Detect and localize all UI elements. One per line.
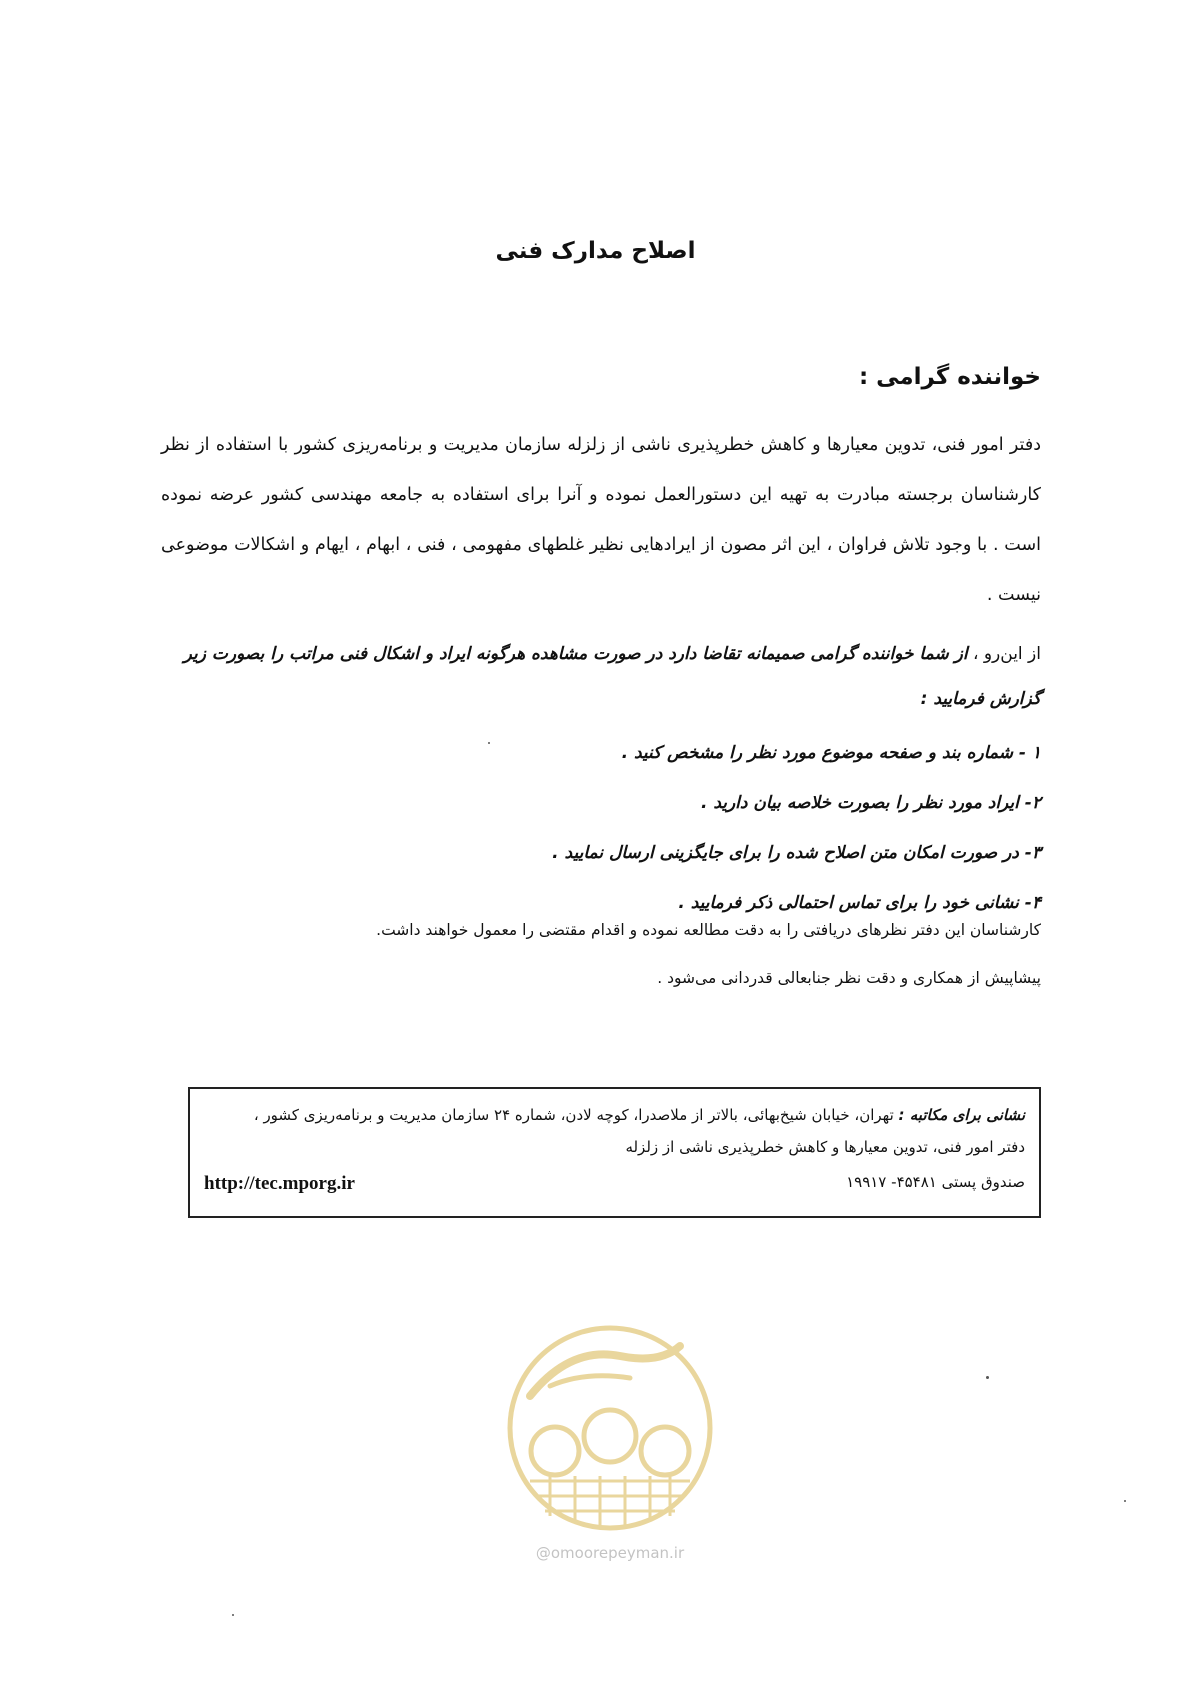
watermark-logo	[490, 1316, 730, 1576]
watermark-site: @omoorepeyman.ir	[535, 1544, 685, 1562]
closing-line-1: کارشناسان این دفتر نظرهای دریافتی را به دقت مطالعه نموده و اقدام مقتضی را معمول خواهند داشت.	[376, 921, 1041, 939]
list-item: ۲- ایراد مورد نظر را بصورت خلاصه بیان دارید .	[700, 793, 1041, 813]
closing-section	[161, 906, 1041, 1002]
request-text: از شما خواننده گرامی صمیمانه تقاضا دارد در صورت مشاهده هرگونه ایراد و اشکال فنی مراتب را بصورت زیر گزارش فرمایید :	[183, 644, 1041, 709]
website-link[interactable]: http://tec.mporg.ir	[204, 1173, 355, 1194]
postal-box: صندوق پستی ۴۵۴۸۱- ۱۹۹۱۷	[846, 1173, 1025, 1191]
report-items-list	[161, 728, 1041, 928]
scan-speck	[1124, 1500, 1126, 1502]
address-box	[188, 1087, 1041, 1218]
intro-paragraph: دفتر امور فنی، تدوین معیارها و کاهش خطرپذیری ناشی از زلزله سازمان مدیریت و برنامه‌ریزی کشور با استفاده از نظر کارشناسان برجسته مبادرت به تهیه این دستورالعمل نموده و آنرا برای استفاده به جامعه مهندسی کشور عرضه نموده است . با وجود تلاش فراوان ، این اثر مصون از ایرادهایی نظیر غلطهای مفهومی ، فنی ، ابهام ، ایهام و اشکالات موضوعی نیست .	[161, 435, 1041, 605]
address-value: تهران، خیابان شیخ‌بهائی، بالاتر از ملاصدرا، کوچه لادن، شماره ۲۴ سازمان مدیریت و برنامه‌ریزی کشور ، دفتر امور فنی، تدوین معیارها و کاهش خطرپذیری ناشی از زلزله	[253, 1106, 1025, 1156]
closing-line-2: پیشاپیش از همکاری و دقت نظر جنابعالی قدردانی می‌شود .	[657, 969, 1041, 987]
watermark-seal-icon	[490, 1316, 730, 1546]
request-lead: از این‌رو ،	[972, 644, 1041, 664]
list-item: ۴- نشانی خود را برای تماس احتمالی ذکر فرمایید .	[678, 893, 1041, 913]
request-paragraph	[161, 632, 1041, 722]
list-item: ۱ - شماره بند و صفحه موضوع مورد نظر را مشخص کنید .	[621, 743, 1041, 763]
scan-speck	[488, 742, 490, 744]
address-text	[225, 1099, 1025, 1163]
salutation: خواننده گرامی :	[858, 364, 1041, 390]
scan-speck	[232, 1614, 234, 1616]
list-item: ۳- در صورت امکان متن اصلاح شده را برای جایگزینی ارسال نمایید .	[552, 843, 1041, 863]
address-label: نشانی برای مکاتبه :	[898, 1106, 1025, 1124]
scan-speck	[986, 1376, 989, 1379]
page-title: اصلاح مدارک فنی	[495, 238, 696, 264]
